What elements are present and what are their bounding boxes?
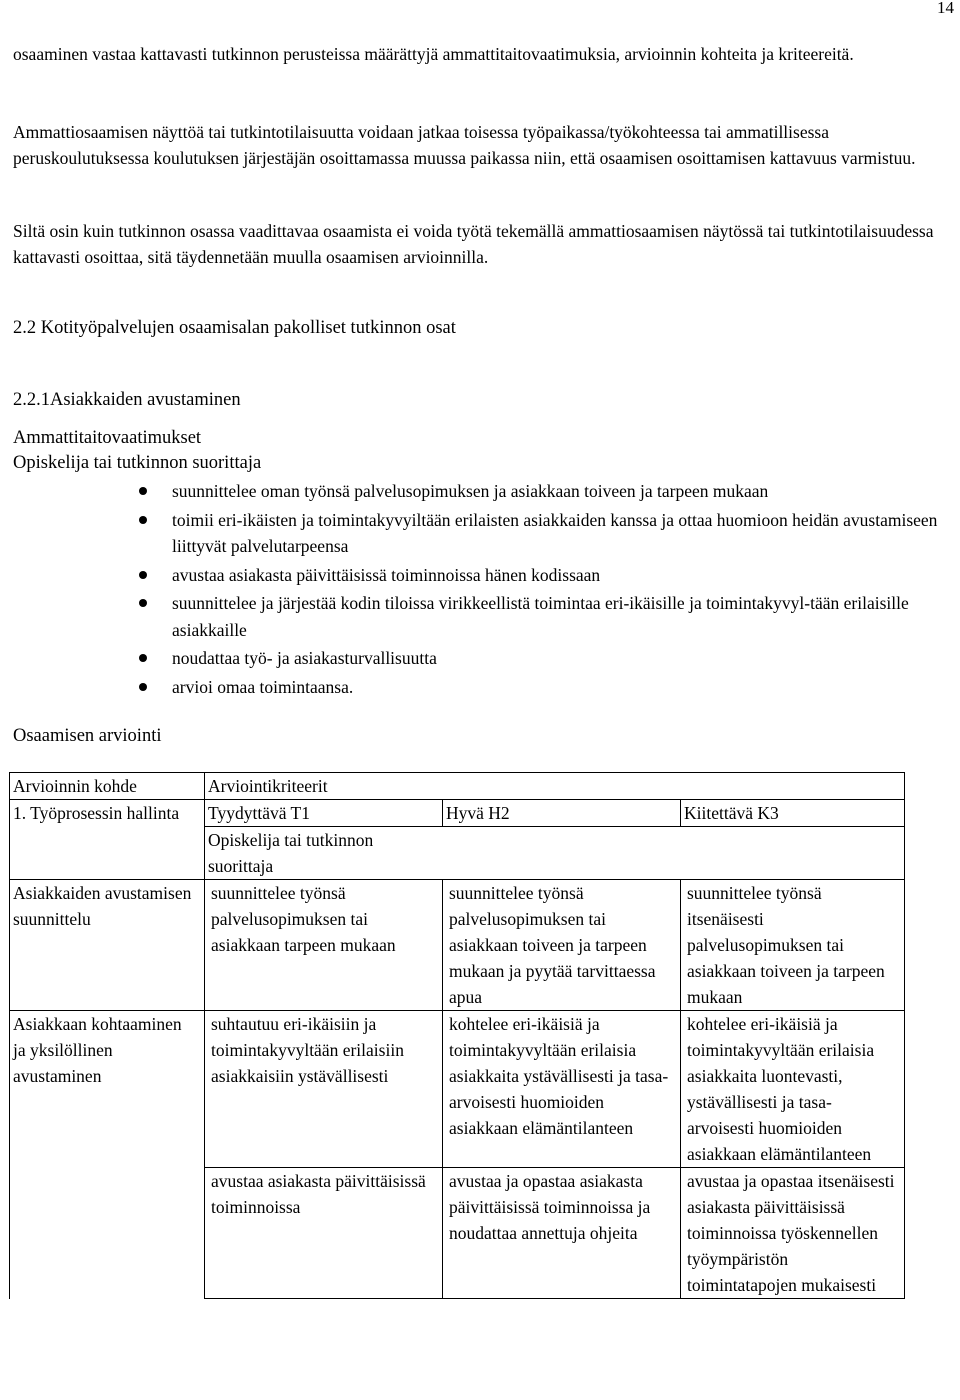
requirements-title: Ammattitaitovaatimukset xyxy=(13,428,202,448)
row-t1-text: suhtautuu eri-ikäisiin ja toimintakyvyltään erilaisiin asiakkaisiin ystävällisesti xyxy=(211,1014,404,1086)
page-number: 14 xyxy=(937,0,954,17)
table-row xyxy=(10,880,905,1011)
subsection-heading: 2.2.1Asiakkaiden avustaminen xyxy=(13,390,241,410)
row-target xyxy=(10,880,205,1011)
list-item: avustaa asiakasta päivittäisissä toiminnoissa hänen kodissaan xyxy=(172,562,952,589)
target-group: 1. Työprosessin hallinta xyxy=(10,800,205,880)
list-item: suunnittelee oman työnsä palvelusopimuksen ja asiakkaan toiveen ja tarpeen mukaan xyxy=(172,478,952,505)
table-header-row xyxy=(10,773,905,800)
row-k3-text: suunnittelee työnsä itsenäisesti palvelusopimuksen tai asiakkaan toiveen ja tarpeen mukaan xyxy=(687,883,885,1007)
row-k3 xyxy=(681,1168,905,1299)
assessment-table xyxy=(9,772,905,1299)
row-h2 xyxy=(443,880,681,1011)
row-t1 xyxy=(205,880,443,1011)
row-h2-text: avustaa ja opastaa asiakasta päivittäisissä toiminnoissa ja noudattaa annettuja ohjeita xyxy=(449,1171,651,1243)
paragraph-supplement: Siltä osin kuin tutkinnon osassa vaadittavaa osaamista ei voida työtä tekemällä ammattiosaamisen näytössä tai tutkintotilaisuudessa kattavasti osoittaa, sitä täydennetään muulla osaamisen arvioinnilla. xyxy=(13,221,934,267)
list-item: arvioi omaa toimintaansa. xyxy=(172,674,952,701)
requirements-subject: Opiskelija tai tutkinnon suorittaja xyxy=(13,453,262,473)
row-t1 xyxy=(205,1011,443,1168)
row-t1-text: suunnittelee työnsä palvelusopimuksen tai asiakkaan tarpeen mukaan xyxy=(211,883,396,955)
row-t1 xyxy=(205,1168,443,1299)
list-item: suunnittelee ja järjestää kodin tiloissa virikkeellistä toimintaa eri-ikäisille ja toimintakyvyl-tään erilaisille asiakkaille xyxy=(172,590,952,643)
subject-spacer xyxy=(443,827,681,880)
header-criteria: Arviointikriteerit xyxy=(205,773,443,800)
row-k3-text: avustaa ja opastaa itsenäisesti asiakasta päivittäisissä toiminnoissa työskennellen työympäristön toimintatapojen mukaisesti xyxy=(687,1171,895,1295)
header-spacer xyxy=(443,773,681,800)
row-h2 xyxy=(443,1168,681,1299)
row-t1-text: avustaa asiakasta päivittäisissä toiminnoissa xyxy=(211,1171,426,1217)
row-target xyxy=(10,1011,205,1299)
row-h2-text: kohtelee eri-ikäisiä ja toimintakyvyltään erilaisia asiakkaita ystävällisesti ja tasa-arvoisesti huomioiden asiakkaan elämäntilanteen xyxy=(449,1014,669,1138)
subject-spacer xyxy=(681,827,905,880)
row-k3-text: kohtelee eri-ikäisiä ja toimintakyvyltään erilaisia asiakkaita luontevasti, ystävällisesti ja tasa-arvoisesti huomioiden asiakkaan elämäntilanteen xyxy=(687,1014,875,1164)
row-target-text: Asiakkaiden avustamisen suunnittelu xyxy=(13,883,192,929)
list-item: noudattaa työ- ja asiakasturvallisuutta xyxy=(172,645,952,672)
row-k3 xyxy=(681,1011,905,1168)
requirements-list xyxy=(172,478,952,702)
paragraph-intro: osaaminen vastaa kattavasti tutkinnon perusteissa määrättyjä ammattitaitovaatimuksia, arvioinnin kohteita ja kriteereitä. xyxy=(13,44,854,64)
level-k3: Kiitettävä K3 xyxy=(681,800,905,827)
level-t1: Tyydyttävä T1 xyxy=(205,800,443,827)
row-h2-text: suunnittelee työnsä palvelusopimuksen tai asiakkaan toiveen ja tarpeen mukaan ja pyytää tarvittaessa apua xyxy=(449,883,656,1007)
row-target-text: Asiakkaan kohtaaminen ja yksilöllinen avustaminen xyxy=(13,1014,182,1086)
row-h2 xyxy=(443,1011,681,1168)
header-target: Arvioinnin kohde xyxy=(10,773,205,800)
header-spacer xyxy=(681,773,905,800)
assessment-title: Osaamisen arviointi xyxy=(13,726,162,746)
section-heading: 2.2 Kotityöpalvelujen osaamisalan pakolliset tutkinnon osat xyxy=(13,318,456,338)
row-k3 xyxy=(681,880,905,1011)
level-h2: Hyvä H2 xyxy=(443,800,681,827)
table-levels-row xyxy=(10,800,905,827)
paragraph-continuation: Ammattiosaamisen näyttöä tai tutkintotilaisuutta voidaan jatkaa toisessa työpaikassa/työkohteessa tai ammatillisessa peruskoulutuksessa koulutuksen järjestäjän osoittamassa muussa paikassa niin, että osaamisen osoittamisen kattavuus varmistuu. xyxy=(13,122,916,168)
table-row xyxy=(10,1011,905,1168)
list-item: toimii eri-ikäisten ja toimintakyvyiltään erilaisten asiakkaiden kanssa ja ottaa huomioon heidän avustamiseen liittyvät palvelutarpeensa xyxy=(172,507,952,560)
table-subject: Opiskelija tai tutkinnon suorittaja xyxy=(205,827,443,880)
